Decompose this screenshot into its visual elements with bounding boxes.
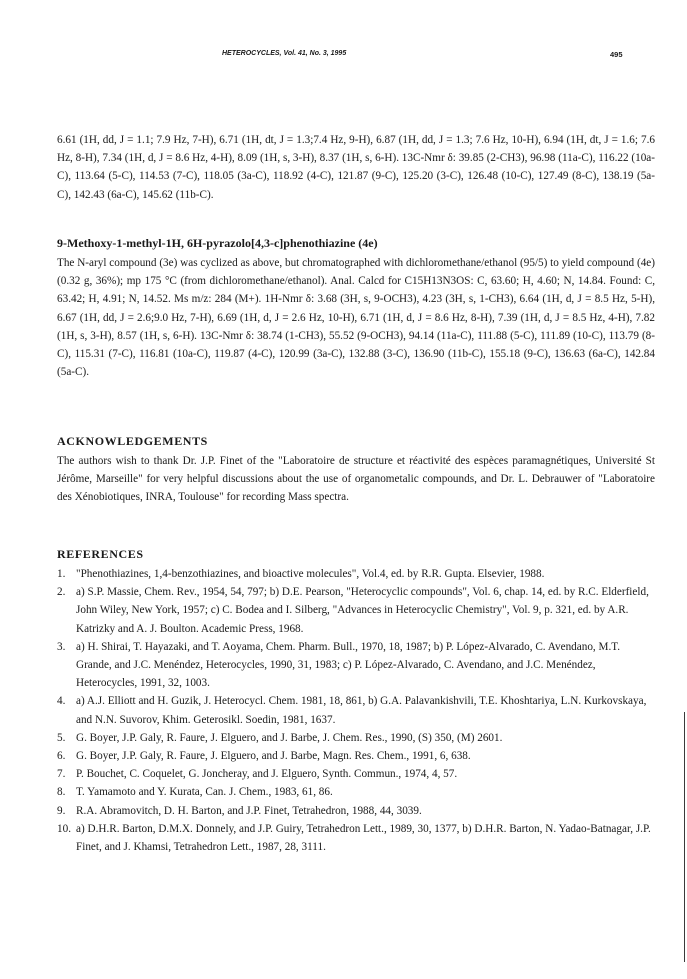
reference-item <box>57 583 657 638</box>
reference-number: 3. <box>57 640 66 653</box>
reference-item <box>57 638 657 693</box>
reference-text: a) S.P. Massie, Chem. Rev., 1954, 54, 797; b) D.E. Pearson, "Heterocyclic compounds", Vol. 6, chap. 14, ed. by R.C. Elderfield, John Wiley, New York, 1957; c) C. Bodea and I. Silberg, "Advances in Heterocyclic Chemistry", Vol. 9, p. 321, ed. by A.R. Katrizky and A. J. Boulton. Academic Press, 1968. <box>76 586 649 635</box>
reference-number: 5. <box>57 731 66 744</box>
references-list <box>57 565 657 856</box>
reference-item <box>57 747 657 765</box>
compound-heading: 9-Methoxy-1-methyl-1H, 6H-pyrazolo[4,3-c]phenothiazine (4e) <box>57 236 378 250</box>
reference-number: 8. <box>57 786 66 799</box>
reference-text: a) D.H.R. Barton, D.M.X. Donnely, and J.P. Guiry, Tetrahedron Lett., 1989, 30, 1377, b) D.H.R. Barton, N. Yadao-Batnagar, J.P. Finet, and J. Khamsi, Tetrahedron Lett., 1987, 28, 3111. <box>76 822 651 854</box>
reference-item <box>57 783 657 801</box>
compound-paragraph: The N-aryl compound (3e) was cyclized as above, but chromatographed with dichloromethane/ethanol (95/5) to yield compound (4e) (0.32 g, 36%); mp 175 °C (from dichloromethane/ethanol). Anal. Calcd for C15H13N3OS: C, 63.60; H, 4.60; N, 14.84. Found: C, 63.42; H, 4.91; N, 14.52. Ms m/z: 284 (M+). 1H-Nmr δ: 3.68 (3H, s, 9-OCH3), 4.23 (3H, s, 1-CH3), 6.64 (1H, d, J = 8.5 Hz, 5-H), 6.67 (1H, dd, J = 2.6;9.0 Hz, 7-H), 6.69 (1H, d, J = 2.6 Hz, 10-H), 6.71 (1H, d, J = 8.6 Hz, 8-H), 7.39 (1H, d, J = 8.5 Hz, 4-H), 7.82 (1H, s, 3-H), 8.57 (1H, s, 6-H). 13C-Nmr δ: 38.74 (1-CH3), 55.52 (9-OCH3), 94.14 (11a-C), 111.88 (5-C), 111.89 (10-C), 113.79 (8-C), 115.31 (7-C), 116.81 (10a-C), 119.87 (4-C), 120.99 (3a-C), 132.88 (3-C), 136.90 (11b-C), 155.18 (9-C), 136.63 (6a-C), 142.84 (5a-C). <box>57 257 655 379</box>
reference-number: 2. <box>57 586 66 599</box>
running-header <box>0 50 687 64</box>
reference-text: G. Boyer, J.P. Galy, R. Faure, J. Elguero, and J. Barbe, J. Chem. Res., 1990, (S) 350, (M) 2601. <box>76 731 503 744</box>
reference-item <box>57 820 657 856</box>
acknowledgements-paragraph: The authors wish to thank Dr. J.P. Finet of the "Laboratoire de structure et réactivité des espèces paramagnétiques, Université St Jérôme, Marseille" for very helpful discussions about the use of organometalic compounds, and Dr. L. Debrauwer of "Laboratoire des Xénobiotiques, INRA, Toulouse" for recording Mass spectra. <box>57 455 655 504</box>
reference-text: a) A.J. Elliott and H. Guzik, J. Heterocycl. Chem. 1981, 18, 861, b) G.A. Palavankishvili, T.E. Khoshtariya, L.N. Kurkovskaya, and N.N. Suvorov, Khim. Geterosikl. Soedin, 1981, 1637. <box>76 695 647 726</box>
references-heading: REFERENCES <box>57 547 144 561</box>
nmr-continued-paragraph: 6.61 (1H, dd, J = 1.1; 7.9 Hz, 7-H), 6.71 (1H, dt, J = 1.3;7.4 Hz, 9-H), 6.87 (1H, dd, J = 1.3; 7.6 Hz, 10-H), 6.94 (1H, dt, J = 1.6; 7.6 Hz, 8-H), 7.34 (1H, d, J = 8.6 Hz, 4-H), 8.09 (1H, s, 3-H), 8.37 (1H, s, 6-H). 13C-Nmr δ: 39.85 (2-CH3), 96.98 (11a-C), 116.22 (10a-C), 113.64 (5-C), 114.53 (7-C), 118.05 (3a-C), 118.92 (4-C), 121.87 (9-C), 125.20 (3-C), 126.48 (10-C), 127.49 (8-C), 138.19 (5a-C), 142.43 (6a-C), 145.62 (11b-C). <box>57 134 655 201</box>
reference-item <box>57 692 657 728</box>
reference-text: a) H. Shirai, T. Hayazaki, and T. Aoyama, Chem. Pharm. Bull., 1970, 18, 1987; b) P. López-Alvarado, C. Avendano, M.T. Grande, and J.C. Menéndez, Heterocycles, 1990, 31, 1983; c) P. López-Alvarado, C. Avendano, and J.C. Menéndez, Heterocycles, 1991, 32, 1003. <box>76 640 621 690</box>
reference-number: 9. <box>57 804 66 817</box>
reference-text: P. Bouchet, C. Coquelet, G. Joncheray, and J. Elguero, Synth. Commun., 1974, 4, 57. <box>76 768 458 781</box>
reference-item <box>57 729 657 747</box>
reference-item <box>57 565 657 583</box>
reference-text: "Phenothiazines, 1,4-benzothiazines, and bioactive molecules", Vol.4, ed. by R.R. Gupta. Elsevier, 1988. <box>76 568 545 580</box>
journal-citation: HETEROCYCLES, Vol. 41, No. 3, 1995 <box>222 50 347 57</box>
reference-number: 6. <box>57 750 66 763</box>
reference-text: R.A. Abramovitch, D. H. Barton, and J.P. Finet, Tetrahedron, 1988, 44, 3039. <box>76 804 422 817</box>
reference-number: 1. <box>57 568 66 580</box>
reference-text: G. Boyer, J.P. Galy, R. Faure, J. Elguero, and J. Barbe, Magn. Res. Chem., 1991, 6, 638. <box>76 750 471 763</box>
page-number: 495 <box>610 50 623 59</box>
reference-number: 7. <box>57 768 66 781</box>
acknowledgements-heading: ACKNOWLEDGEMENTS <box>57 434 208 448</box>
reference-number: 4. <box>57 695 66 708</box>
reference-item <box>57 765 657 783</box>
scan-edge-line <box>684 712 685 962</box>
reference-number: 10. <box>57 822 71 835</box>
reference-text: T. Yamamoto and Y. Kurata, Can. J. Chem., 1983, 61, 86. <box>76 786 333 799</box>
reference-item <box>57 802 657 820</box>
